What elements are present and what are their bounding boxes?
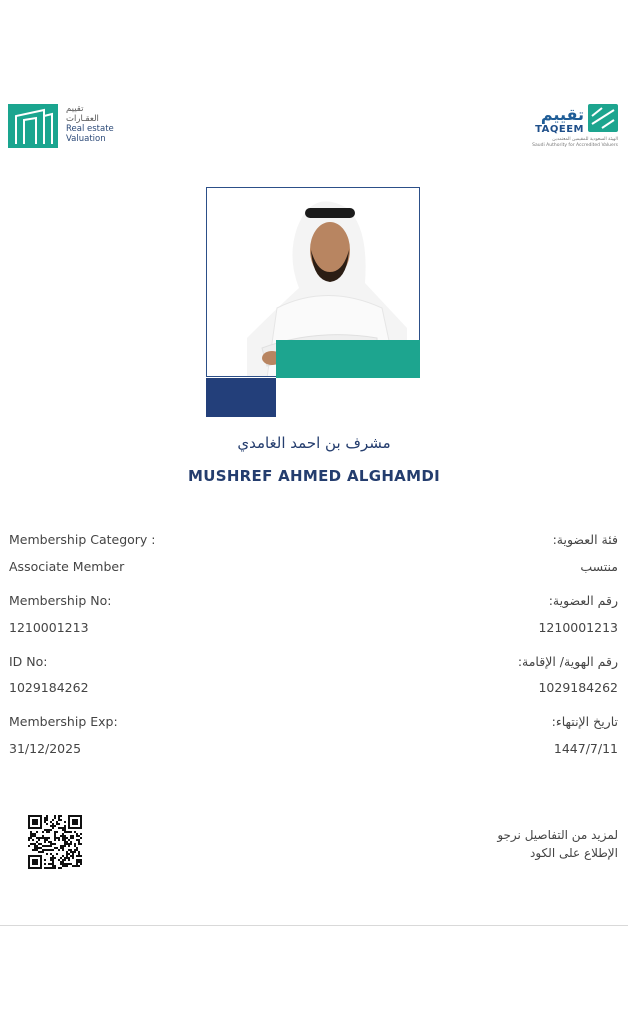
taqeem-emblem-icon	[588, 104, 618, 136]
qr-note-line1: لمزيد من التفاصيل نرجو	[497, 828, 618, 842]
membership-no-value-en: 1210001213	[9, 620, 89, 635]
taqeem-ar-name: تقييم	[540, 105, 584, 124]
building-logo-icon	[8, 104, 58, 148]
membership-category-label-en: Membership Category :	[9, 532, 156, 547]
qr-note-line2: الإطلاع على الكود	[530, 846, 618, 860]
taqeem-subtitle-ar: الهيئة السعودية للمقيمين المعتمدين	[552, 137, 618, 142]
membership-no-value-ar: 1210001213	[538, 620, 618, 635]
taqeem-logo	[532, 104, 618, 148]
logo-ar-line1: تقييم	[66, 104, 84, 114]
membership-exp-value-en: 31/12/2025	[9, 741, 82, 756]
membership-exp-label-ar: تاريخ الإنتهاء:	[551, 714, 618, 729]
membership-category-value-en: Associate Member	[9, 559, 125, 574]
id-no-value-ar: 1029184262	[538, 680, 618, 695]
membership-no-label-en: Membership No:	[9, 593, 112, 608]
logo-ar-line2: العقـارات	[66, 114, 99, 124]
logo-en-line1: Real estate	[66, 124, 114, 134]
membership-exp-label-en: Membership Exp:	[9, 714, 118, 729]
id-no-label-ar: رقم الهوية/ الإقامة:	[517, 654, 618, 669]
qr-instruction-text	[497, 826, 618, 862]
membership-category-value-ar: منتسب	[580, 559, 618, 574]
member-name-ar: مشرف بن احمد الغامدي	[237, 434, 391, 452]
member-name-en: MUSHREF AHMED ALGHAMDI	[188, 467, 440, 485]
membership-category-label-ar: فئة العضوية:	[552, 532, 618, 547]
id-no-value-en: 1029184262	[9, 680, 89, 695]
taqeem-subtitle-en: Saudi Authority for Accredited Valuers	[532, 143, 618, 148]
navy-accent-block	[206, 378, 276, 417]
id-no-label-en: ID No:	[9, 654, 48, 669]
qr-code[interactable]	[28, 815, 82, 873]
membership-exp-value-ar: 1447/7/11	[553, 741, 618, 756]
taqeem-en-name: TAQEEM	[535, 124, 584, 135]
membership-no-label-ar: رقم العضوية:	[548, 593, 618, 608]
footer-divider	[0, 925, 628, 926]
teal-accent-block	[276, 340, 420, 378]
real-estate-valuation-logo	[8, 104, 114, 148]
logo-en-line2: Valuation	[66, 134, 106, 144]
